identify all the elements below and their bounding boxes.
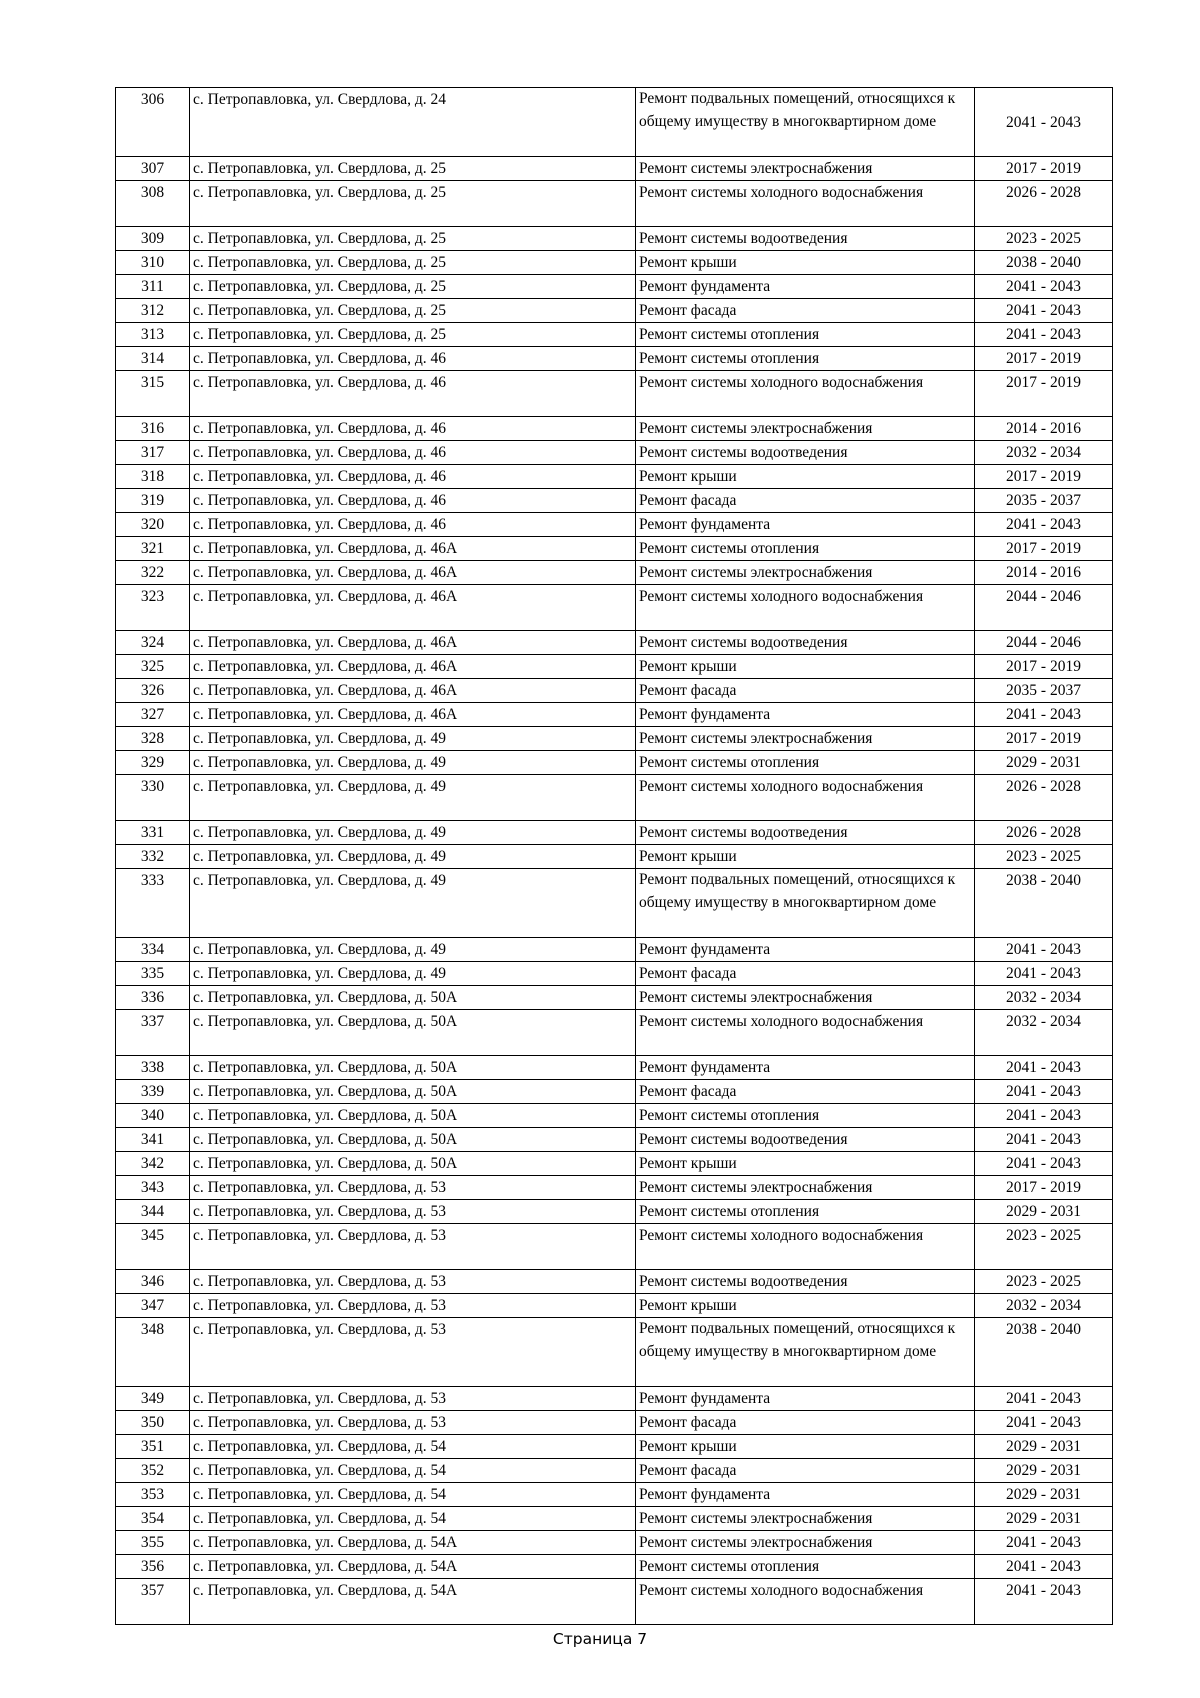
address-cell: с. Петропавловка, ул. Свердлова, д. 46: [190, 347, 636, 371]
table-row: [116, 1176, 1113, 1200]
work-type-cell: Ремонт фундамента: [636, 938, 975, 962]
period-cell: 2041 - 2043: [975, 1056, 1113, 1080]
work-type-cell: Ремонт фасада: [636, 962, 975, 986]
address-cell: с. Петропавловка, ул. Свердлова, д. 25: [190, 275, 636, 299]
address-cell: с. Петропавловка, ул. Свердлова, д. 49: [190, 962, 636, 986]
address-cell: с. Петропавловка, ул. Свердлова, д. 25: [190, 157, 636, 181]
row-number-cell: 330: [116, 775, 190, 821]
table-row: [116, 1387, 1113, 1411]
table-row: [116, 323, 1113, 347]
table-row: [116, 1152, 1113, 1176]
period-cell: 2023 - 2025: [975, 1224, 1113, 1270]
row-number-cell: 343: [116, 1176, 190, 1200]
period-cell: 2017 - 2019: [975, 347, 1113, 371]
period-cell: 2014 - 2016: [975, 417, 1113, 441]
row-number-cell: 318: [116, 465, 190, 489]
work-type-cell: Ремонт системы холодного водоснабжения: [636, 1224, 975, 1270]
table-row: [116, 371, 1113, 417]
period-cell: 2041 - 2043: [975, 323, 1113, 347]
table-row: [116, 561, 1113, 585]
table-row: [116, 1555, 1113, 1579]
row-number-cell: 338: [116, 1056, 190, 1080]
address-cell: с. Петропавловка, ул. Свердлова, д. 54: [190, 1459, 636, 1483]
row-number-cell: 349: [116, 1387, 190, 1411]
row-number-cell: 320: [116, 513, 190, 537]
address-cell: с. Петропавловка, ул. Свердлова, д. 49: [190, 821, 636, 845]
work-type-cell: Ремонт фасада: [636, 679, 975, 703]
work-type-cell: Ремонт фасада: [636, 299, 975, 323]
work-type-cell: Ремонт фасада: [636, 489, 975, 513]
work-type-cell: Ремонт крыши: [636, 251, 975, 275]
period-cell: 2023 - 2025: [975, 1270, 1113, 1294]
row-number-cell: 329: [116, 751, 190, 775]
work-type-cell: Ремонт системы электроснабжения: [636, 1507, 975, 1531]
address-cell: с. Петропавловка, ул. Свердлова, д. 53: [190, 1270, 636, 1294]
work-type-cell: Ремонт фундамента: [636, 1056, 975, 1080]
row-number-cell: 345: [116, 1224, 190, 1270]
table-row: [116, 513, 1113, 537]
row-number-cell: 307: [116, 157, 190, 181]
period-cell: 2026 - 2028: [975, 181, 1113, 227]
period-cell: 2041 - 2043: [975, 275, 1113, 299]
row-number-cell: 356: [116, 1555, 190, 1579]
row-number-cell: 334: [116, 938, 190, 962]
row-number-cell: 323: [116, 585, 190, 631]
address-cell: с. Петропавловка, ул. Свердлова, д. 46А: [190, 703, 636, 727]
row-number-cell: 342: [116, 1152, 190, 1176]
address-cell: с. Петропавловка, ул. Свердлова, д. 54А: [190, 1555, 636, 1579]
address-cell: с. Петропавловка, ул. Свердлова, д. 46: [190, 513, 636, 537]
row-number-cell: 311: [116, 275, 190, 299]
work-type-cell: Ремонт системы электроснабжения: [636, 1531, 975, 1555]
period-cell: 2023 - 2025: [975, 227, 1113, 251]
work-type-cell: Ремонт фундамента: [636, 513, 975, 537]
period-cell: 2017 - 2019: [975, 157, 1113, 181]
period-cell: 2041 - 2043: [975, 299, 1113, 323]
table-row: [116, 962, 1113, 986]
table-row: [116, 1579, 1113, 1625]
table-row: [116, 1200, 1113, 1224]
address-cell: с. Петропавловка, ул. Свердлова, д. 46: [190, 489, 636, 513]
address-cell: с. Петропавловка, ул. Свердлова, д. 49: [190, 775, 636, 821]
address-cell: с. Петропавловка, ул. Свердлова, д. 50А: [190, 1080, 636, 1104]
row-number-cell: 344: [116, 1200, 190, 1224]
period-cell: 2041 - 2043: [975, 703, 1113, 727]
table-row: [116, 417, 1113, 441]
table-row: [116, 986, 1113, 1010]
row-number-cell: 324: [116, 631, 190, 655]
table-row: [116, 1435, 1113, 1459]
period-cell: 2041 - 2043: [975, 513, 1113, 537]
table-row: [116, 537, 1113, 561]
period-cell: 2029 - 2031: [975, 1435, 1113, 1459]
table-row: [116, 703, 1113, 727]
row-number-cell: 335: [116, 962, 190, 986]
address-cell: с. Петропавловка, ул. Свердлова, д. 49: [190, 727, 636, 751]
address-cell: с. Петропавловка, ул. Свердлова, д. 46: [190, 417, 636, 441]
address-cell: с. Петропавловка, ул. Свердлова, д. 50А: [190, 986, 636, 1010]
period-cell: 2029 - 2031: [975, 1200, 1113, 1224]
row-number-cell: 347: [116, 1294, 190, 1318]
table-row: [116, 181, 1113, 227]
work-type-cell: Ремонт фасада: [636, 1411, 975, 1435]
period-cell: 2026 - 2028: [975, 775, 1113, 821]
row-number-cell: 350: [116, 1411, 190, 1435]
period-cell: 2017 - 2019: [975, 727, 1113, 751]
table-row: [116, 1411, 1113, 1435]
period-cell: 2038 - 2040: [975, 251, 1113, 275]
row-number-cell: 321: [116, 537, 190, 561]
work-type-cell: Ремонт фундамента: [636, 275, 975, 299]
row-number-cell: 326: [116, 679, 190, 703]
address-cell: с. Петропавловка, ул. Свердлова, д. 53: [190, 1200, 636, 1224]
work-type-cell: Ремонт крыши: [636, 1435, 975, 1459]
table-row: [116, 869, 1113, 938]
row-number-cell: 312: [116, 299, 190, 323]
address-cell: с. Петропавловка, ул. Свердлова, д. 49: [190, 845, 636, 869]
table-row: [116, 1080, 1113, 1104]
row-number-cell: 333: [116, 869, 190, 938]
table-row: [116, 275, 1113, 299]
period-cell: 2029 - 2031: [975, 751, 1113, 775]
work-type-cell: Ремонт фундамента: [636, 1387, 975, 1411]
table-row: [116, 631, 1113, 655]
work-type-cell: Ремонт системы отопления: [636, 1200, 975, 1224]
address-cell: с. Петропавловка, ул. Свердлова, д. 53: [190, 1411, 636, 1435]
address-cell: с. Петропавловка, ул. Свердлова, д. 49: [190, 869, 636, 938]
row-number-cell: 327: [116, 703, 190, 727]
period-cell: 2029 - 2031: [975, 1483, 1113, 1507]
row-number-cell: 317: [116, 441, 190, 465]
work-type-cell: Ремонт системы электроснабжения: [636, 986, 975, 1010]
table-row: [116, 1459, 1113, 1483]
table-row: [116, 465, 1113, 489]
work-type-cell: Ремонт фасада: [636, 1459, 975, 1483]
address-cell: с. Петропавловка, ул. Свердлова, д. 25: [190, 323, 636, 347]
address-cell: с. Петропавловка, ул. Свердлова, д. 46А: [190, 631, 636, 655]
table-row: [116, 1010, 1113, 1056]
row-number-cell: 339: [116, 1080, 190, 1104]
work-type-cell: Ремонт крыши: [636, 655, 975, 679]
address-cell: с. Петропавловка, ул. Свердлова, д. 53: [190, 1387, 636, 1411]
row-number-cell: 328: [116, 727, 190, 751]
period-cell: 2041 - 2043: [975, 1579, 1113, 1625]
table-row: [116, 1318, 1113, 1387]
period-cell: 2029 - 2031: [975, 1459, 1113, 1483]
table-row: [116, 347, 1113, 371]
address-cell: с. Петропавловка, ул. Свердлова, д. 54А: [190, 1531, 636, 1555]
work-type-cell: Ремонт системы электроснабжения: [636, 561, 975, 585]
period-cell: 2017 - 2019: [975, 465, 1113, 489]
address-cell: с. Петропавловка, ул. Свердлова, д. 54: [190, 1507, 636, 1531]
work-type-cell: Ремонт крыши: [636, 465, 975, 489]
work-type-cell: Ремонт системы холодного водоснабжения: [636, 585, 975, 631]
address-cell: с. Петропавловка, ул. Свердлова, д. 46А: [190, 537, 636, 561]
address-cell: с. Петропавловка, ул. Свердлова, д. 54А: [190, 1579, 636, 1625]
table-row: [116, 1483, 1113, 1507]
table-row: [116, 1056, 1113, 1080]
period-cell: 2041 - 2043: [975, 1411, 1113, 1435]
table-row: [116, 227, 1113, 251]
period-cell: 2041 - 2043: [975, 1104, 1113, 1128]
work-type-cell: Ремонт подвальных помещений, относящихся к общему имуществу в многоквартирном доме: [636, 869, 975, 938]
row-number-cell: 316: [116, 417, 190, 441]
address-cell: с. Петропавловка, ул. Свердлова, д. 25: [190, 299, 636, 323]
address-cell: с. Петропавловка, ул. Свердлова, д. 25: [190, 227, 636, 251]
period-cell: 2032 - 2034: [975, 1010, 1113, 1056]
row-number-cell: 346: [116, 1270, 190, 1294]
row-number-cell: 319: [116, 489, 190, 513]
work-type-cell: Ремонт системы отопления: [636, 1555, 975, 1579]
address-cell: с. Петропавловка, ул. Свердлова, д. 49: [190, 751, 636, 775]
table-row: [116, 1294, 1113, 1318]
work-type-cell: Ремонт системы отопления: [636, 323, 975, 347]
period-cell: 2041 - 2043: [975, 1387, 1113, 1411]
work-type-cell: Ремонт системы электроснабжения: [636, 417, 975, 441]
period-cell: 2038 - 2040: [975, 1318, 1113, 1387]
row-number-cell: 352: [116, 1459, 190, 1483]
table-row: [116, 775, 1113, 821]
table-row: [116, 1531, 1113, 1555]
address-cell: с. Петропавловка, ул. Свердлова, д. 50А: [190, 1128, 636, 1152]
work-type-cell: Ремонт фундамента: [636, 1483, 975, 1507]
table-row: [116, 727, 1113, 751]
work-type-cell: Ремонт подвальных помещений, относящихся к общему имуществу в многоквартирном доме: [636, 88, 975, 157]
row-number-cell: 340: [116, 1104, 190, 1128]
table-row: [116, 1270, 1113, 1294]
address-cell: с. Петропавловка, ул. Свердлова, д. 25: [190, 181, 636, 227]
work-type-cell: Ремонт фундамента: [636, 703, 975, 727]
row-number-cell: 354: [116, 1507, 190, 1531]
row-number-cell: 336: [116, 986, 190, 1010]
period-cell: 2038 - 2040: [975, 869, 1113, 938]
works-table: [115, 87, 1113, 1625]
work-type-cell: Ремонт системы электроснабжения: [636, 1176, 975, 1200]
period-cell: 2017 - 2019: [975, 655, 1113, 679]
page-number: Страница 7: [552, 1630, 648, 1648]
address-cell: с. Петропавловка, ул. Свердлова, д. 46: [190, 371, 636, 417]
row-number-cell: 309: [116, 227, 190, 251]
period-cell: 2032 - 2034: [975, 441, 1113, 465]
address-cell: с. Петропавловка, ул. Свердлова, д. 50А: [190, 1056, 636, 1080]
period-cell: 2035 - 2037: [975, 489, 1113, 513]
table-row: [116, 1507, 1113, 1531]
work-type-cell: Ремонт крыши: [636, 1294, 975, 1318]
address-cell: с. Петропавловка, ул. Свердлова, д. 53: [190, 1224, 636, 1270]
address-cell: с. Петропавловка, ул. Свердлова, д. 54: [190, 1435, 636, 1459]
table-row: [116, 845, 1113, 869]
period-cell: 2044 - 2046: [975, 585, 1113, 631]
row-number-cell: 322: [116, 561, 190, 585]
address-cell: с. Петропавловка, ул. Свердлова, д. 46А: [190, 585, 636, 631]
address-cell: с. Петропавловка, ул. Свердлова, д. 50А: [190, 1010, 636, 1056]
period-cell: 2032 - 2034: [975, 1294, 1113, 1318]
period-cell: 2014 - 2016: [975, 561, 1113, 585]
address-cell: с. Петропавловка, ул. Свердлова, д. 50А: [190, 1152, 636, 1176]
work-type-cell: Ремонт системы отопления: [636, 751, 975, 775]
address-cell: с. Петропавловка, ул. Свердлова, д. 24: [190, 88, 636, 157]
table-row: [116, 299, 1113, 323]
work-type-cell: Ремонт крыши: [636, 845, 975, 869]
work-type-cell: Ремонт системы водоотведения: [636, 631, 975, 655]
table-row: [116, 489, 1113, 513]
table-row: [116, 585, 1113, 631]
work-type-cell: Ремонт системы электроснабжения: [636, 157, 975, 181]
row-number-cell: 310: [116, 251, 190, 275]
period-cell: 2041 - 2043: [975, 1128, 1113, 1152]
work-type-cell: Ремонт фасада: [636, 1080, 975, 1104]
address-cell: с. Петропавловка, ул. Свердлова, д. 54: [190, 1483, 636, 1507]
work-type-cell: Ремонт системы электроснабжения: [636, 727, 975, 751]
address-cell: с. Петропавловка, ул. Свердлова, д. 53: [190, 1318, 636, 1387]
work-type-cell: Ремонт системы водоотведения: [636, 1128, 975, 1152]
period-cell: 2026 - 2028: [975, 821, 1113, 845]
work-type-cell: Ремонт системы холодного водоснабжения: [636, 775, 975, 821]
row-number-cell: 306: [116, 88, 190, 157]
work-type-cell: Ремонт системы водоотведения: [636, 821, 975, 845]
address-cell: с. Петропавловка, ул. Свердлова, д. 46А: [190, 655, 636, 679]
period-cell: 2017 - 2019: [975, 371, 1113, 417]
work-type-cell: Ремонт подвальных помещений, относящихся к общему имуществу в многоквартирном доме: [636, 1318, 975, 1387]
table-row: [116, 251, 1113, 275]
period-cell: 2041 - 2043: [975, 1080, 1113, 1104]
period-cell: 2017 - 2019: [975, 1176, 1113, 1200]
work-type-cell: Ремонт системы холодного водоснабжения: [636, 181, 975, 227]
period-cell: 2041 - 2043: [975, 88, 1113, 157]
period-cell: 2035 - 2037: [975, 679, 1113, 703]
period-cell: 2017 - 2019: [975, 537, 1113, 561]
row-number-cell: 325: [116, 655, 190, 679]
row-number-cell: 348: [116, 1318, 190, 1387]
work-type-cell: Ремонт системы водоотведения: [636, 441, 975, 465]
row-number-cell: 332: [116, 845, 190, 869]
row-number-cell: 308: [116, 181, 190, 227]
row-number-cell: 357: [116, 1579, 190, 1625]
table-row: [116, 821, 1113, 845]
row-number-cell: 331: [116, 821, 190, 845]
table-row: [116, 88, 1113, 157]
address-cell: с. Петропавловка, ул. Свердлова, д. 53: [190, 1176, 636, 1200]
row-number-cell: 315: [116, 371, 190, 417]
period-cell: 2041 - 2043: [975, 1555, 1113, 1579]
work-type-cell: Ремонт системы отопления: [636, 347, 975, 371]
row-number-cell: 351: [116, 1435, 190, 1459]
period-cell: 2032 - 2034: [975, 986, 1113, 1010]
work-type-cell: Ремонт системы холодного водоснабжения: [636, 371, 975, 417]
address-cell: с. Петропавловка, ул. Свердлова, д. 46: [190, 441, 636, 465]
address-cell: с. Петропавловка, ул. Свердлова, д. 53: [190, 1294, 636, 1318]
work-type-cell: Ремонт крыши: [636, 1152, 975, 1176]
row-number-cell: 353: [116, 1483, 190, 1507]
work-type-cell: Ремонт системы отопления: [636, 537, 975, 561]
work-type-cell: Ремонт системы холодного водоснабжения: [636, 1010, 975, 1056]
table-row: [116, 938, 1113, 962]
work-type-cell: Ремонт системы водоотведения: [636, 1270, 975, 1294]
work-type-cell: Ремонт системы водоотведения: [636, 227, 975, 251]
row-number-cell: 337: [116, 1010, 190, 1056]
address-cell: с. Петропавловка, ул. Свердлова, д. 46А: [190, 561, 636, 585]
table-row: [116, 679, 1113, 703]
period-cell: 2041 - 2043: [975, 1152, 1113, 1176]
table-row: [116, 157, 1113, 181]
period-cell: 2041 - 2043: [975, 1531, 1113, 1555]
table-row: [116, 441, 1113, 465]
period-cell: 2044 - 2046: [975, 631, 1113, 655]
address-cell: с. Петропавловка, ул. Свердлова, д. 49: [190, 938, 636, 962]
row-number-cell: 313: [116, 323, 190, 347]
table-row: [116, 751, 1113, 775]
period-cell: 2023 - 2025: [975, 845, 1113, 869]
row-number-cell: 341: [116, 1128, 190, 1152]
period-cell: 2041 - 2043: [975, 962, 1113, 986]
works-table-body: [116, 88, 1113, 1625]
row-number-cell: 355: [116, 1531, 190, 1555]
row-number-cell: 314: [116, 347, 190, 371]
work-type-cell: Ремонт системы холодного водоснабжения: [636, 1579, 975, 1625]
period-cell: 2029 - 2031: [975, 1507, 1113, 1531]
period-cell: 2041 - 2043: [975, 938, 1113, 962]
table-row: [116, 1104, 1113, 1128]
address-cell: с. Петропавловка, ул. Свердлова, д. 50А: [190, 1104, 636, 1128]
table-row: [116, 655, 1113, 679]
table-row: [116, 1224, 1113, 1270]
address-cell: с. Петропавловка, ул. Свердлова, д. 46А: [190, 679, 636, 703]
work-type-cell: Ремонт системы отопления: [636, 1104, 975, 1128]
address-cell: с. Петропавловка, ул. Свердлова, д. 25: [190, 251, 636, 275]
address-cell: с. Петропавловка, ул. Свердлова, д. 46: [190, 465, 636, 489]
table-row: [116, 1128, 1113, 1152]
